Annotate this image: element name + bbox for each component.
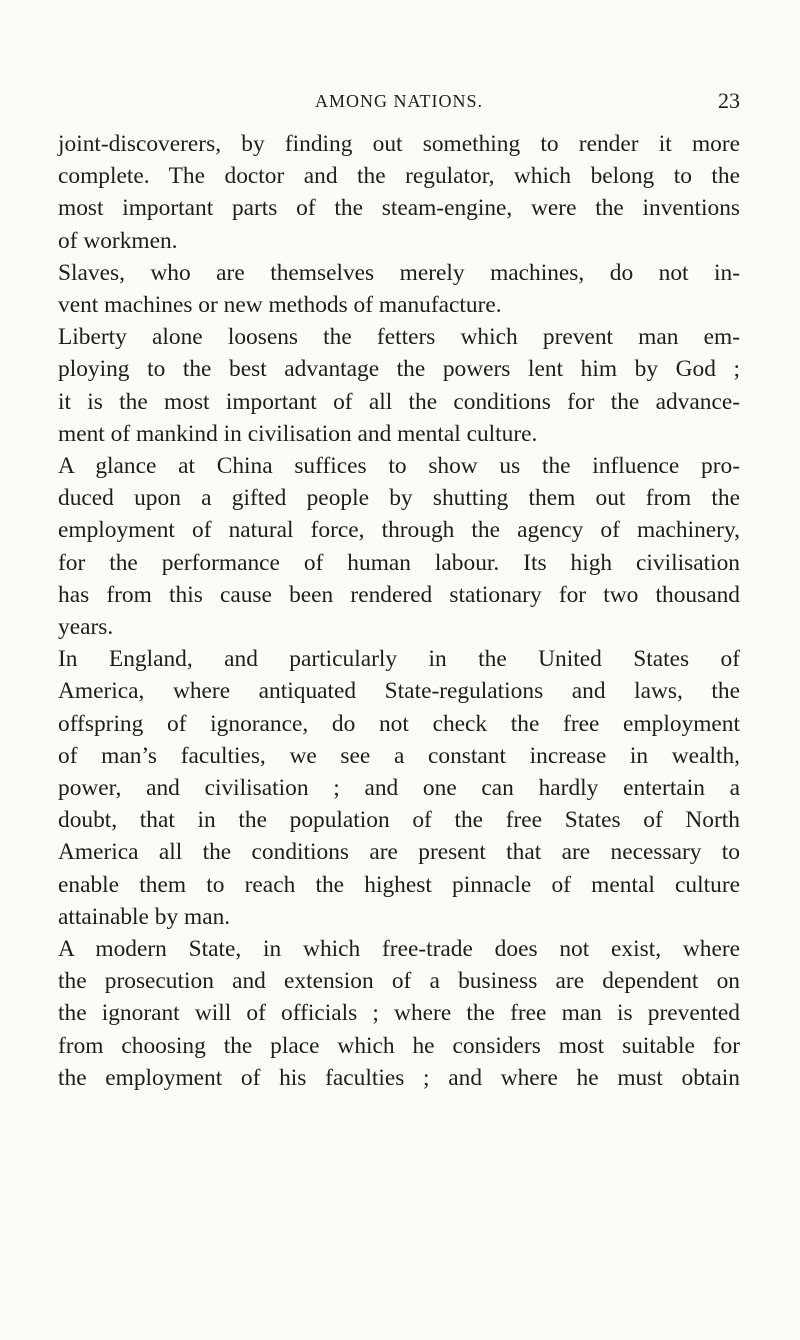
- paragraph-6: [58, 933, 740, 1094]
- text-line: employment of natural force, through the agency of machinery,: [58, 517, 740, 544]
- paragraph-4: [58, 450, 740, 643]
- paragraph-5: [58, 643, 740, 933]
- text-line: it is the most important of all the conditions for the advance-: [58, 388, 740, 415]
- text-line: the employment of his faculties ; and where he must obtain: [58, 1064, 740, 1091]
- text-line: most important parts of the steam-engine, were the inventions: [58, 195, 740, 222]
- text-line: vent machines or new methods of manufacture.: [58, 292, 502, 319]
- text-line: Slaves, who are themselves merely machines, do not in-: [58, 259, 740, 286]
- text-line: duced upon a gifted people by shutting them out from the: [58, 485, 740, 512]
- text-line: joint-discoverers, by finding out something to render it more: [58, 131, 740, 157]
- paragraph-1: [58, 128, 740, 257]
- text-line: ploying to the best advantage the powers lent him by God ;: [58, 356, 740, 383]
- running-title: AMONG NATIONS.: [314, 91, 483, 111]
- text-line: for the performance of human labour. Its high civilisation: [58, 549, 740, 576]
- text-line: years.: [58, 614, 114, 641]
- text-line: A modern State, in which free-trade does not exist, where: [58, 936, 740, 963]
- paragraph-2: [58, 257, 740, 321]
- text-line: enable them to reach the highest pinnacle of mental culture: [58, 871, 740, 898]
- text-line: Liberty alone loosens the fetters which prevent man em-: [58, 324, 740, 351]
- text-line: America, where antiquated State-regulations and laws, the: [58, 678, 740, 705]
- text-line: In England, and particularly in the United States of: [58, 646, 740, 673]
- text-line: the ignorant will of officials ; where the free man is prevented: [58, 1000, 740, 1027]
- text-line: of workmen.: [58, 227, 178, 254]
- text-line: attainable by man.: [58, 903, 231, 930]
- text-line: of man’s faculties, we see a constant increase in wealth,: [58, 742, 740, 769]
- text-line: A glance at China suffices to show us the influence pro-: [58, 453, 740, 480]
- text-line: doubt, that in the population of the free States of North: [58, 807, 740, 834]
- text-line: America all the conditions are present that are necessary to: [58, 839, 740, 866]
- running-head: [58, 86, 740, 116]
- text-line: complete. The doctor and the regulator, which belong to the: [58, 163, 740, 190]
- text-line: power, and civilisation ; and one can hardly entertain a: [58, 775, 740, 802]
- page-number: 23: [718, 88, 740, 113]
- text-line: has from this cause been rendered stationary for two thousand: [58, 581, 740, 608]
- text-line: offspring of ignorance, do not check the free employment: [58, 710, 740, 737]
- text-line: from choosing the place which he considers most suitable for: [58, 1032, 740, 1059]
- paragraph-3: [58, 321, 740, 450]
- body-text: [58, 128, 740, 1094]
- text-line: ment of mankind in civilisation and mental culture.: [58, 420, 538, 447]
- text-line: the prosecution and extension of a business are dependent on: [58, 968, 740, 995]
